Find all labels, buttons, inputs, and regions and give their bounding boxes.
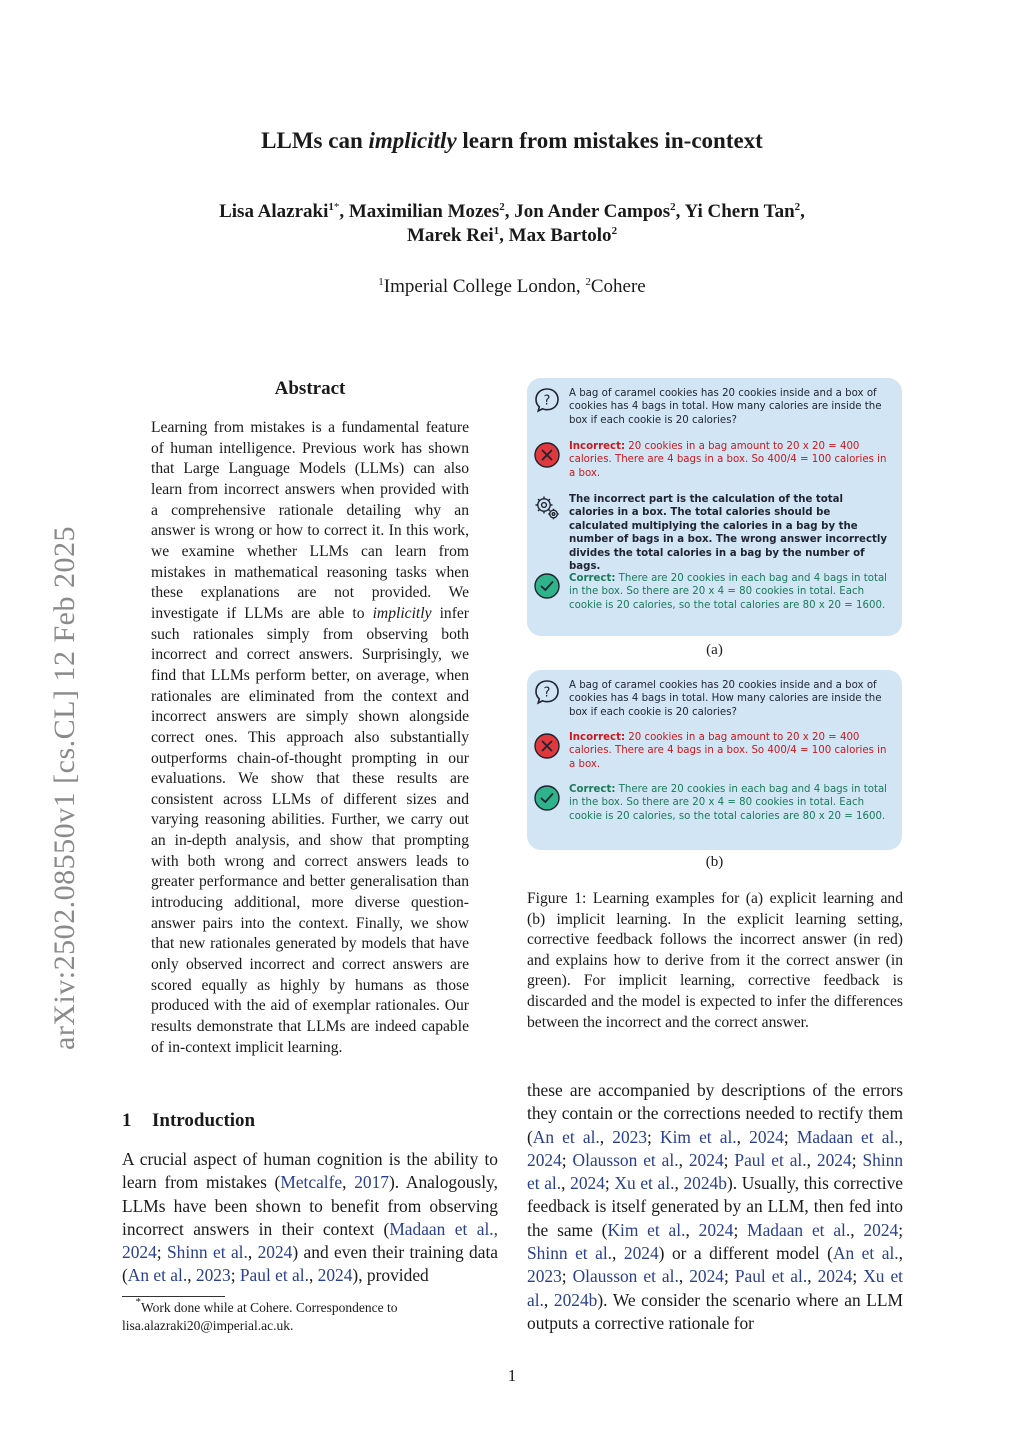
incorrect-answer: Incorrect: 20 cookies in a bag amount to 20 x 20 = 400 calories. There are 4 bags in a box. So 400/4 = 100 calories in a box. [569,441,887,479]
author-line: Marek Rei$^1$, Max Bartolo$^2$ [406,225,618,246]
footnote-text: Work done while at Cohere. Correspondence to lisa.alazraki20@imperial.ac.uk. [122,1300,398,1333]
footnote-mark: * [135,1296,141,1308]
abstract-text [151,418,469,1058]
title-part: LLMs can [261,128,369,153]
author-name: Marek Rei [406,225,494,246]
author-line: Lisa Alazraki$^{1*}$, Maximilian Mozes$^2$, Jon Ander Campos$^2$, Yi Chern Tan$^2$, [219,201,805,222]
author-name: Jon Ander Campos [514,201,671,222]
page-number: 1 [507,1366,517,1385]
figure-panel-b [527,670,902,850]
incorrect-x-icon [533,732,561,760]
question-text: A bag of caramel cookies has 20 cookies inside and a box of cookies has 4 bags in total. How many calories are inside the box if each cookie is 20 calories? [569,388,882,426]
citation-link[interactable]: Metcalfe, 2017 [280,1172,389,1193]
abstract-part: infer such rationales simply from observing both incorrect and correct answers. Surprisingly, we find that LLMs perform better, on average, when rationales are eliminated from the context and incorrect answers are simply shown alongside correct ones. This approach also substantially outperforms chain-of-thought prompting in our evaluations. We show that these results are consistent across LLMs of different sizes and varying reasoning abilities. Further, we carry out an in-depth analysis, and show that prompting with both wrong and correct answers leads to greater performance and better generalisation than introducing additional, more diverse question-answer pairs into the context. Finally, we show that new rationales generated by models that have only observed incorrect and correct answers are scored equally as highly by humans as those produced with the aid of exemplar rationales. Our results demonstrate that LLMs are indeed capable of in-context implicit learning. [151,604,469,1056]
gear-icon [533,493,561,521]
incorrect-answer: Incorrect: 20 cookies in a bag amount to 20 x 20 = 400 calories. There are 4 bags in a box. So 400/4 = 100 calories in a box. [569,732,887,770]
section-title: Introduction [152,1110,256,1131]
affiliations [0,276,1024,298]
citation-link[interactable]: Shinn et al., 2024 [527,1243,659,1264]
correct-answer: Correct: There are 20 cookies in each bag and 4 bags in total in the box. So there are 20 x 4 = 80 cookies in total. Each cookie is 20 calories, so the total calories are 80 x 20 = 1600. [569,573,888,611]
author-affil-mark: 2 [794,201,801,213]
svg-text:?: ? [543,685,551,701]
figure-caption: Figure 1: Learning examples for (a) explicit learning and (b) implicit learning. In the explicit learning setting, corrective feedback follows the incorrect answer (in red) and explains how to derive from it the correct answer (in green). For implicit learning, corrective feedback is discarded and the model is expected to infer the differences between the incorrect and the correct answer. [527,890,903,1031]
figure-panel-a [527,378,902,636]
abstract-emphasis: implicitly [372,604,432,622]
author-name: Maximilian Mozes [348,201,500,222]
title-part: learn from mistakes in-context [456,128,763,153]
affil-name: Cohere [590,276,646,297]
incorrect-x-icon [533,441,561,469]
correct-answer: Correct: There are 20 cookies in each bag and 4 bags in total in the box. So there are 20 x 4 = 80 cookies in total. Each cookie is 20 calories, so the total calories are 80 x 20 = 1600. [569,784,888,822]
corrective-rationale: The incorrect part is the calculation of the total calories in a box. The total calories should be calculated multiplying the calories in a bag by the number of bags in a box. The wrong answer incorrectly divides the total calories in a bag by the number of bags. [569,494,887,573]
citation-link[interactable]: Shinn et al., 2024 [167,1242,293,1263]
author-list [0,200,1024,248]
panel-label-a: (a) [706,642,723,658]
author-name: Yi Chern Tan [684,201,795,222]
paper-title [0,128,1024,154]
affil-mark: 2 [585,276,591,288]
right-column-text: these are accompanied by descriptions of the errors they contain or the corrections needed to rectify them (An et al., 2023; Kim et al., 2024; Madaan et al., 2024; Olausson et al., 2024; Paul et al., 2024; Shinn et al., 2024; Xu et al., 2024b). Usually, this corrective feedback is itself generated by an LLM, then fed into the same (Kim et al., 2024; Madaan et al., 2024; Shinn et al., 2024) or a different model (An et al., 2023; Olausson et al., 2024; Paul et al., 2024; Xu et al., 2024b). We consider the scenario where an LLM outputs a corrective rationale for [527,1080,904,1333]
footnote [122,1296,482,1335]
section-heading [122,1110,255,1132]
author-name: Max Bartolo [508,225,612,246]
introduction-text: A crucial aspect of human cognition is the ability to learn from mistakes (Metcalfe, 2017). Analogously, LLMs have been shown to benefit from observing incorrect answers in their context (Madaan et al., 2024; Shinn et al., 2024) and even their training data (An et al., 2023; Paul et al., 2024), provided [122,1149,498,1286]
question-speech-bubble-icon [533,678,561,706]
citation-link[interactable]: Madaan et al., 2024 [527,1126,903,1170]
citation-link[interactable]: Xu et al., 2024b [614,1173,727,1194]
correct-check-icon [533,572,561,600]
citation-link[interactable]: Paul et al., 2024 [239,1265,353,1286]
author-affil-mark: 2 [611,225,618,237]
abstract-heading: Abstract [274,378,346,399]
citation-link[interactable]: Kim et al., 2024 [607,1219,734,1240]
author-name: Lisa Alazraki [219,201,329,222]
affil-mark: 1 [378,276,384,288]
citation-link[interactable]: Xu et al., 2024b [527,1266,903,1310]
citation-link[interactable]: Olausson et al., 2024 [572,1266,724,1287]
title-emphasis: implicitly [368,128,457,153]
author-affil-mark: 1* [328,201,340,213]
citation-link[interactable]: Shinn et al., 2024 [527,1149,904,1194]
author-affil-mark: 1 [493,225,500,237]
citation-link[interactable]: An et al., 2023 [532,1126,648,1147]
question-text: A bag of caramel cookies has 20 cookies inside and a box of cookies has 4 bags in total. How many calories are inside the box if each cookie is 20 calories? [569,680,882,718]
citation-link[interactable]: Olausson et al., 2024 [572,1149,724,1170]
author-affil-mark: 2 [499,201,505,213]
affil-name: Imperial College London, [383,276,586,297]
svg-text:?: ? [543,393,551,409]
citation-link[interactable]: Paul et al., 2024 [734,1149,852,1170]
citation-link[interactable]: Kim et al., 2024 [660,1126,784,1147]
citation-link[interactable]: Madaan et al., 2024 [747,1219,899,1240]
abstract-part: Learning from mistakes is a fundamental feature of human intelligence. Previous work has shown that Large Language Models (LLMs) can also learn from incorrect answers when provided with a comprehensive rationale detailing why an answer is wrong or how to correct it. In this work, we examine whether LLMs can learn from mistakes in mathematical reasoning tasks when these explanations are not provided. We investigate if LLMs are able to [151,419,469,622]
correct-check-icon [533,784,561,812]
author-affil-mark: 2 [670,201,676,213]
panel-label-b: (b) [705,854,724,870]
citation-link[interactable]: An et al., 2023 [127,1265,231,1286]
question-speech-bubble-icon [533,386,561,414]
citation-link[interactable]: An et al., 2023 [527,1243,903,1287]
arxiv-identifier: arXiv:2502.08550v1 [cs.CL] 12 Feb 2025 [48,526,81,1050]
citation-link[interactable]: Madaan et al., 2024 [122,1218,498,1263]
citation-link[interactable]: Paul et al., 2024 [734,1266,853,1287]
section-number: 1 [122,1110,132,1131]
